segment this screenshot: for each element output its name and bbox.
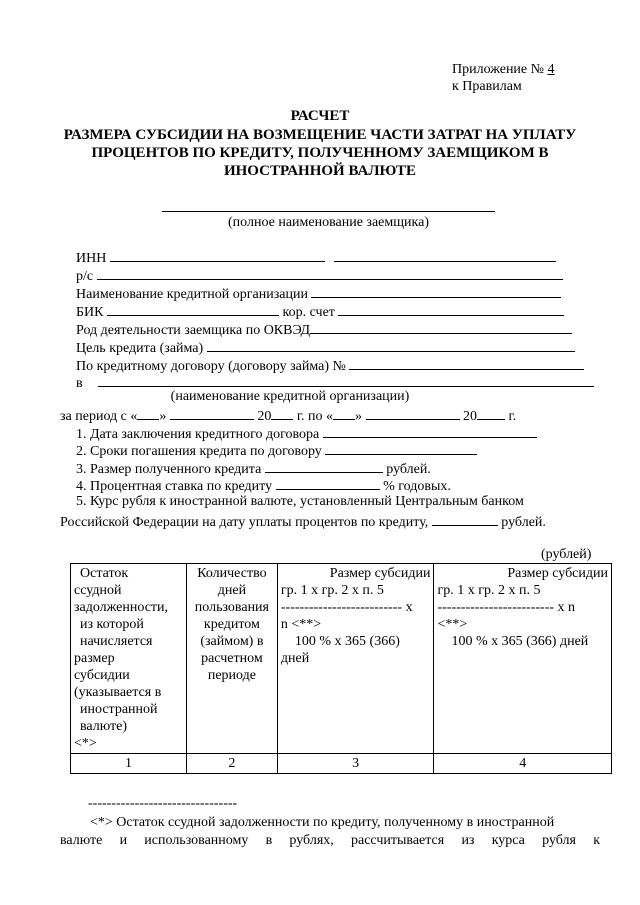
header-line: (займом) в xyxy=(200,634,264,649)
item-1-label: 1. Дата заключения кредитного договора xyxy=(76,427,320,442)
purpose-label: Цель кредита (займа) xyxy=(76,341,204,356)
header-line: ------------------------- х n xyxy=(437,600,576,615)
period-row xyxy=(60,406,516,425)
table-units: (рублей) xyxy=(541,547,592,562)
account-row xyxy=(76,266,563,285)
header-cell-balance xyxy=(71,564,187,754)
inn-field[interactable] xyxy=(110,248,325,262)
bank-name-field[interactable] xyxy=(311,284,561,298)
borrower-caption: (полное наименование заемщика) xyxy=(228,215,429,230)
item-2-label: 2. Сроки погашения кредита по договору xyxy=(76,444,322,459)
item-4 xyxy=(76,476,451,495)
bik-row xyxy=(76,302,564,321)
header-line: ссудной xyxy=(74,583,122,598)
header-line: расчетном xyxy=(201,651,263,666)
period-year-prefix-2: 20 xyxy=(463,409,478,424)
okved-label: Род деятельности заемщика по ОКВЭД xyxy=(76,323,311,338)
item-5-line-1: 5. Курс рубля к иностранной валюте, установленный Центральным банком xyxy=(76,494,524,509)
borrower-name-line[interactable] xyxy=(162,211,495,212)
header-line: иностранной xyxy=(80,702,158,717)
period-from-day[interactable] xyxy=(137,406,159,420)
item-4-unit: % годовых. xyxy=(383,479,451,494)
item-2-field[interactable] xyxy=(325,441,477,455)
item-2 xyxy=(76,441,477,460)
header-line: из которой xyxy=(80,617,144,632)
appendix-label-text: Приложение № xyxy=(452,62,544,77)
subsidy-table xyxy=(70,563,612,774)
period-to-month[interactable] xyxy=(366,406,460,420)
corr-account-field[interactable] xyxy=(338,302,564,316)
header-line: дней xyxy=(217,583,247,598)
title-line-2: РАЗМЕРА СУБСИДИИ НА ВОЗМЕЩЕНИЕ ЧАСТИ ЗАТРАТ НА УПЛАТУ xyxy=(63,127,577,143)
item-4-field[interactable] xyxy=(276,476,380,490)
bik-label: БИК xyxy=(76,305,104,320)
column-number-1: 1 xyxy=(71,754,187,774)
in-label: в xyxy=(76,376,83,391)
item-5-unit: рублей. xyxy=(501,515,546,530)
bank-row xyxy=(76,284,561,303)
okved-field[interactable] xyxy=(310,320,572,334)
header-line: Размер субсидии xyxy=(329,566,431,581)
header-line: Остаток xyxy=(80,566,129,581)
header-cell-days xyxy=(186,564,277,754)
header-line: периоде xyxy=(207,668,256,683)
column-number-4: 4 xyxy=(434,754,612,774)
kpp-field[interactable] xyxy=(334,248,556,262)
item-5-line-2 xyxy=(60,512,546,531)
item-3-label: 3. Размер полученного кредита xyxy=(76,462,262,477)
bank-caption: (наименование кредитной организации) xyxy=(170,389,410,404)
title-line-4: ИНОСТРАННОЙ ВАЛЮТЕ xyxy=(223,163,417,179)
item-3-unit: рублей. xyxy=(386,462,431,477)
header-line: Размер субсидии xyxy=(507,566,608,581)
period-from-month[interactable] xyxy=(170,406,254,420)
header-line: 100 % х 365 (366) дней xyxy=(451,634,589,649)
rules-label: к Правилам xyxy=(452,79,522,94)
header-line: 100 % х 365 (366) xyxy=(294,634,400,649)
header-line: Количество xyxy=(197,566,267,581)
credit-bank-field[interactable] xyxy=(98,373,594,387)
header-line: гр. 1 х гр. 2 х п. 5 xyxy=(280,583,384,598)
bik-field[interactable] xyxy=(107,302,279,316)
item-5-field[interactable] xyxy=(432,512,498,526)
footnote-line-2: валюте и использованному в рублях, рассчитывается из курса рубля к xyxy=(60,833,600,848)
table-number-row xyxy=(71,754,612,774)
period-year-prefix: 20 xyxy=(257,409,272,424)
account-label: р/с xyxy=(76,269,94,284)
header-line: <*> xyxy=(74,736,97,751)
period-to-year[interactable] xyxy=(477,406,505,420)
period-quote-close-2: » xyxy=(355,409,363,424)
appendix-number: 4 xyxy=(547,62,555,77)
item-1-field[interactable] xyxy=(323,424,537,438)
header-line: -------------------------- х xyxy=(280,600,413,615)
header-line: задолженности, xyxy=(74,600,169,615)
purpose-row xyxy=(76,338,575,357)
period-quote-close: » xyxy=(159,409,167,424)
header-line: дней xyxy=(280,651,310,666)
footnote-line-1: <*> Остаток ссудной задолженности по кредиту, полученному в иностранной xyxy=(90,815,555,830)
table-header-row xyxy=(71,564,612,754)
period-from-year[interactable] xyxy=(271,406,293,420)
account-field[interactable] xyxy=(97,266,563,280)
footnote-rule: -------------------------------- xyxy=(88,796,238,811)
purpose-field[interactable] xyxy=(207,338,575,352)
column-number-3: 3 xyxy=(277,754,434,774)
header-cell-subsidy-b xyxy=(434,564,612,754)
okved-row xyxy=(76,320,572,339)
period-to-label: г. по « xyxy=(296,409,334,424)
period-from-label: за период с « xyxy=(60,409,138,424)
title-line-3: ПРОЦЕНТОВ ПО КРЕДИТУ, ПОЛУЧЕННОМУ ЗАЕМЩИКОМ В xyxy=(91,145,549,161)
inn-row xyxy=(76,248,556,267)
corr-account-label: кор. счет xyxy=(282,305,335,320)
header-line: субсидии xyxy=(74,668,130,683)
appendix-label xyxy=(452,62,555,78)
agreement-label: По кредитному договору (договору займа) № xyxy=(76,359,346,374)
header-line: пользования xyxy=(194,600,269,615)
item-4-label: 4. Процентная ставка по кредиту xyxy=(76,479,273,494)
agreement-field[interactable] xyxy=(349,356,584,370)
period-year-end: г. xyxy=(508,409,517,424)
header-cell-subsidy-a xyxy=(277,564,434,754)
bank-name-label: Наименование кредитной организации xyxy=(76,287,308,302)
period-to-day[interactable] xyxy=(333,406,355,420)
inn-label: ИНН xyxy=(76,251,107,266)
header-line: валюте) xyxy=(80,719,128,734)
item-5-label: Российской Федерации на дату уплаты процентов по кредиту, xyxy=(60,515,429,530)
header-line: размер xyxy=(74,651,115,666)
item-3-field[interactable] xyxy=(265,459,383,473)
title-line-1: РАСЧЕТ xyxy=(290,108,350,124)
header-line: гр. 1 х гр. 2 х п. 5 xyxy=(437,583,541,598)
header-line: кредитом xyxy=(203,617,260,632)
header-line: n <**> xyxy=(280,617,322,632)
header-line: (указывается в xyxy=(74,685,162,700)
header-line: <**> xyxy=(437,617,468,632)
column-number-2: 2 xyxy=(186,754,277,774)
header-line: начисляется xyxy=(80,634,153,649)
